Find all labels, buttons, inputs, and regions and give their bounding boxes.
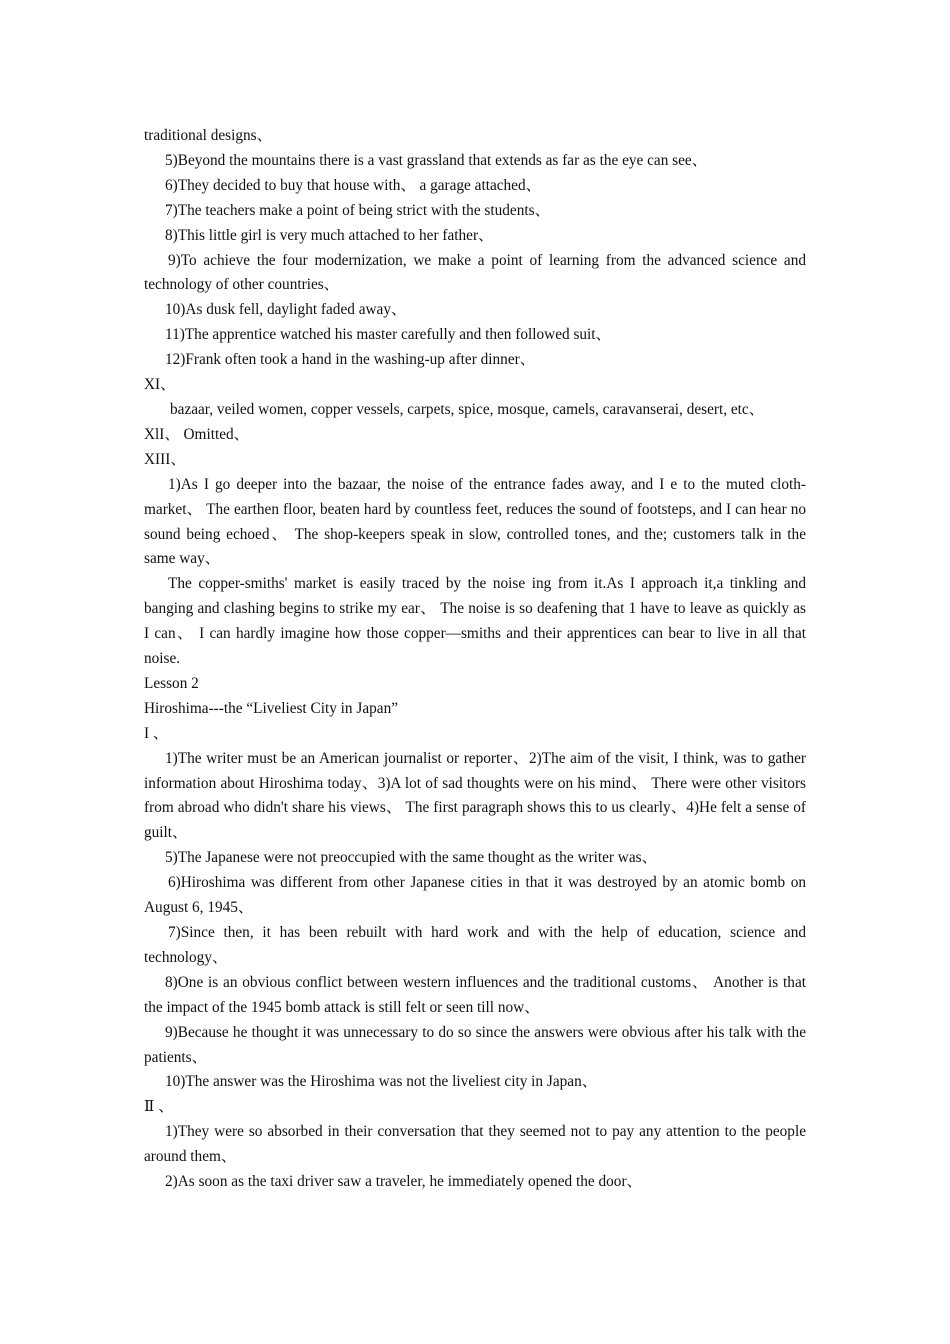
list-item: 9)Because he thought it was unnecessary to do so since the answers were obvious after his talk with the patients、 [144,1023,806,1066]
paragraph: 1)The writer must be an American journalist or reporter、2)The aim of the visit, I think, was to gather information about Hiroshima today、3)A lot of sad thoughts were on his mind、 There were other visitors from abroad who didn't share his views、 The first paragraph shows this to us clearly、4)He felt a sense of guilt、 [144,749,806,842]
section-heading: XlI、 Omitted、 [144,425,249,443]
list-item: 6)They decided to buy that house with、 a garage attached、 [165,176,541,194]
list-item: 8)This little girl is very much attached to her father、 [165,226,494,244]
lesson-title: Lesson 2 [144,674,199,692]
section-heading: XIII、 [144,450,186,468]
text-line: traditional designs、 [144,127,272,144]
paragraph: 1)As I go deeper into the bazaar, the noise of the entrance fades away, and I e to the muted cloth-market、 The earthen floor, beaten hard by countless feet, reduces the sound of footsteps, and I can hear no sound being echoed、 The shop-keepers speak in slow, controlled tones, and the; customers talk in the same way、 [144,475,806,568]
list-item: 6)Hiroshima was different from other Japanese cities in that it was destroyed by an atomic bomb on August 6, 1945、 [144,874,806,917]
lesson-subtitle: Hiroshima---the “Liveliest City in Japan” [144,699,399,717]
list-item: 8)One is an obvious conflict between western influences and the traditional customs、 Another is that the impact of the 1945 bomb attack is still felt or seen till now、 [144,973,806,1016]
section-heading: Ⅱ 、 [144,1098,174,1116]
list-item: 9)To achieve the four modernization, we make a point of learning from the advanced science and technology of other countries、 [144,251,806,294]
list-item: 7)Since then, it has been rebuilt with hard work and with the help of education, science and technology、 [144,924,806,966]
list-item: 1)They were so absorbed in their conversation that they seemed not to pay any attention to the people around them、 [144,1123,806,1166]
list-item: 7)The teachers make a point of being strict with the students、 [165,201,550,219]
list-item: 11)The apprentice watched his master carefully and then followed suit、 [165,326,611,344]
list-item: 10)The answer was the Hiroshima was not the liveliest city in Japan、 [165,1073,598,1091]
list-item: 10)As dusk fell, daylight faded away、 [165,301,407,319]
section-heading: I 、 [144,724,169,742]
paragraph: The copper-smiths' market is easily traced by the noise ing from it.As I approach it,a tinkling and banging and clashing begins to strike my ear、 The noise is so deafening that 1 have to leave as quickly as I can、 I can hardly imagine how those copper—smiths and their apprentices can bear to live in all that noise. [144,575,806,668]
list-item: 2)As soon as the taxi driver saw a traveler, he immediately opened the door、 [165,1173,642,1191]
list-item: 5)Beyond the mountains there is a vast grassland that extends as far as the eye can see、 [165,151,708,169]
list-item: 12)Frank often took a hand in the washing-up after dinner、 [165,351,536,369]
document-page [144,124,806,1195]
section-heading: XI、 [144,376,176,394]
paragraph: bazaar, veiled women, copper vessels, carpets, spice, mosque, camels, caravanserai, desert, etc、 [170,400,765,418]
list-item: 5)The Japanese were not preoccupied with the same thought as the writer was、 [165,849,657,867]
